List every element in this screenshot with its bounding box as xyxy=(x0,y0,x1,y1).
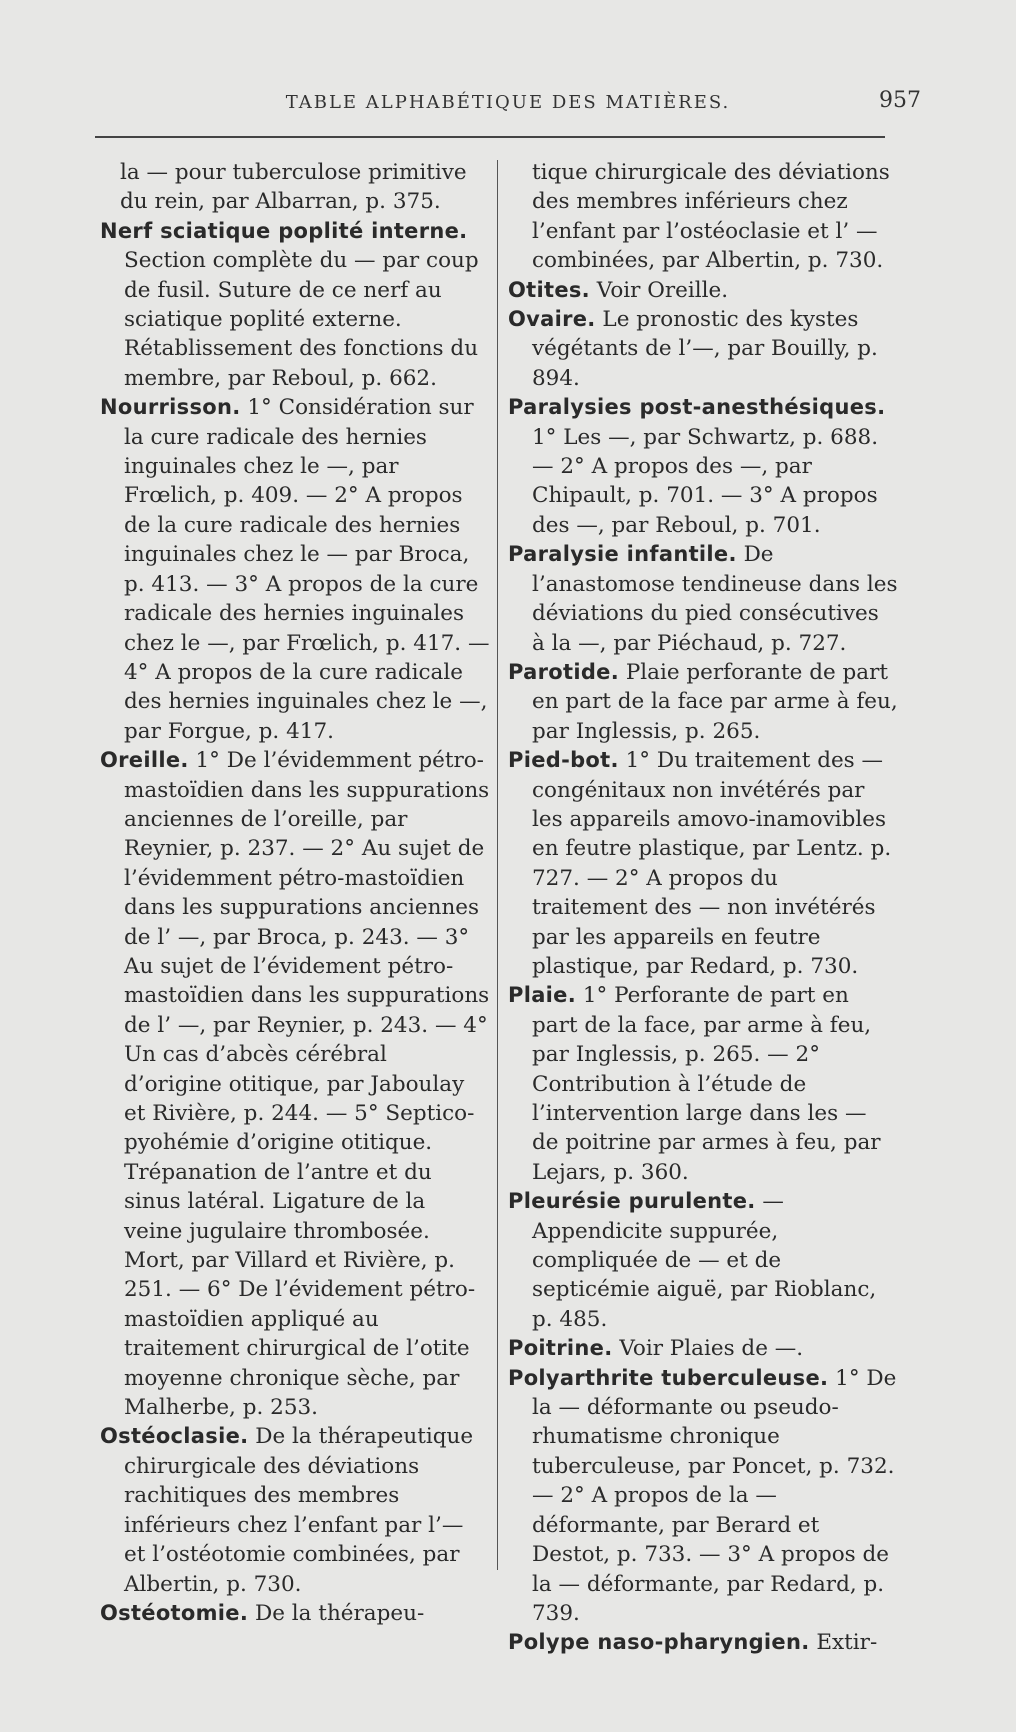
index-entry xyxy=(508,305,898,393)
entry-text: De l’anastomose tendineuse dans les déviations du pied consécutives à la —, par Piéchaud, p. 727. xyxy=(532,542,898,656)
entry-heading: Poitrine. xyxy=(508,1336,613,1361)
entry-text: 1° De l’évidemment pétro-mastoïdien dans les suppurations anciennes de l’oreille, par Reynier, p. 237. — 2° Au sujet de l’évidemment pétro-mastoïdien dans les suppurations anciennes de l’ —, par Broca, p. 243. — 3° Au sujet de l’évidement pétro-mastoïdien dans les suppurations de l’ —, par Reynier, p. 243. — 4° Un cas d’abcès cérébral d’origine otitique, par Jaboulay et Rivière, p. 244. — 5° Septico-pyohémie d’origine otitique. Trépanation de l’antre et du sinus latéral. Ligature de la veine jugulaire thrombosée. Mort, par Villard et Rivière, p. 251. — 6° De l’évidement pétro-mastoïdien appliqué au traitement chirurgical de l’otite moyenne chronique sèche, par Malherbe, p. 253. xyxy=(124,748,490,1421)
index-entry xyxy=(508,746,898,981)
entry-heading: Nerf sciatique poplité interne. xyxy=(100,218,468,243)
entry-heading: Ostéotomie. xyxy=(100,1600,249,1625)
entry-heading: Pleurésie purulente. xyxy=(508,1189,756,1214)
entry-heading: Paralysies post-anesthésiques. xyxy=(508,395,886,420)
entry-heading: Ovaire. xyxy=(508,307,596,332)
entry-heading: Polyarthrite tuberculeuse. xyxy=(508,1365,829,1390)
entry-text: Extir- xyxy=(809,1630,878,1656)
entry-text: Voir Plaies de —. xyxy=(612,1336,804,1362)
index-entry xyxy=(100,217,490,393)
running-title: TABLE ALPHABÉTIQUE DES MATIÈRES. xyxy=(285,92,731,113)
entry-text: De la thérapeu- xyxy=(248,1600,425,1626)
entry-text: 1° Du traitement des — congénitaux non invétérés par les appareils amovo-inamovibles en feutre plastique, par Lentz. p. 727. — 2° A propos du traitement des — non invétérés par les appareils en feutre plastique, par Redard, p. 730. xyxy=(532,748,892,979)
left-column xyxy=(100,158,490,1628)
entry-heading: Parotide. xyxy=(508,659,619,684)
index-entry xyxy=(100,746,490,1422)
entry-heading: Oreille. xyxy=(100,748,189,773)
index-entry xyxy=(508,981,898,1187)
header-rule xyxy=(95,136,885,138)
column-divider xyxy=(497,160,498,1570)
entry-heading: Nourrisson. xyxy=(100,395,241,420)
entry-text: 1° Perforante de part en part de la face, par arme à feu, par Inglessis, p. 265. — 2° Contribution à l’étude de l’intervention large dans les — de poitrine par armes à feu, par Lejars, p. 360. xyxy=(532,983,881,1185)
continued-entry: la — pour tuberculose primitive du rein, par Albarran, p. 375. xyxy=(120,160,467,215)
index-entry xyxy=(100,393,490,746)
index-entry xyxy=(508,540,898,658)
entry-text: 1° Les —, par Schwartz, p. 688. — 2° A propos des —, par Chipault, p. 701. — 3° A propos des —, par Reboul, p. 701. xyxy=(532,424,879,538)
index-entry xyxy=(100,1422,490,1598)
entry-text: Plaie perforante de part en part de la face par arme à feu, par Inglessis, p. 265. xyxy=(532,659,898,744)
entry-text: Le pronostic des kystes végétants de l’—, par Bouilly, p. 894. xyxy=(532,307,878,391)
entry-heading: Polype naso-pharyngien. xyxy=(508,1630,810,1655)
entry-text: De la thérapeutique chirurgicale des déviations rachitiques des membres inférieurs chez l’enfant par l’— et l’ostéotomie combinées, par Albertin, p. 730. xyxy=(124,1424,474,1597)
entry-text: — Appendicite suppurée, compliquée de — et de septicémie aiguë, par Rioblanc, p. 485. xyxy=(532,1189,877,1332)
page-number: 957 xyxy=(879,88,921,113)
entry-heading: Paralysie infantile. xyxy=(508,542,737,567)
entry-text: Voir Oreille. xyxy=(589,277,729,303)
index-entry xyxy=(508,1628,898,1657)
entry-text: 1° De la — déformante ou pseudo-rhumatisme chronique tuberculeuse, par Poncet, p. 732. — 2° A propos de la — déformante, par Berard et Destot, p. 733. — 3° A propos de la — déformante, par Redard, p. 739. xyxy=(532,1365,897,1626)
index-entry xyxy=(508,1334,898,1363)
index-entry xyxy=(508,1187,898,1334)
right-column xyxy=(508,158,898,1658)
index-entry xyxy=(508,658,898,746)
entry-heading: Pied-bot. xyxy=(508,748,619,773)
index-entry xyxy=(508,1364,898,1629)
page-header xyxy=(95,88,921,122)
entry-text: 1° Considération sur la cure radicale des hernies inguinales chez le —, par Frœlich, p. 409. — 2° A propos de la cure radicale des hernies inguinales chez le — par Broca, p. 413. — 3° A propos de la cure radicale des hernies inguinales chez le —, par Frœlich, p. 417. — 4° A propos de la cure radicale des hernies inguinales chez le —, par Forgue, p. 417. xyxy=(124,395,490,744)
index-entry xyxy=(508,276,898,305)
entry-heading: Otites. xyxy=(508,277,590,302)
index-entry xyxy=(508,393,898,540)
continued-entry: tique chirurgicale des déviations des membres inférieurs chez l’enfant par l’ostéoclasie et l’ — combinées, par Albertin, p. 730. xyxy=(532,160,890,274)
index-entry xyxy=(100,1599,490,1628)
entry-heading: Ostéoclasie. xyxy=(100,1424,249,1449)
entry-heading: Plaie. xyxy=(508,983,576,1008)
entry-text: Section complète du — par coup de fusil. Suture de ce nerf au sciatique poplité externe. Rétablissement des fonctions du membre, par Reboul, p. 662. xyxy=(124,248,479,391)
